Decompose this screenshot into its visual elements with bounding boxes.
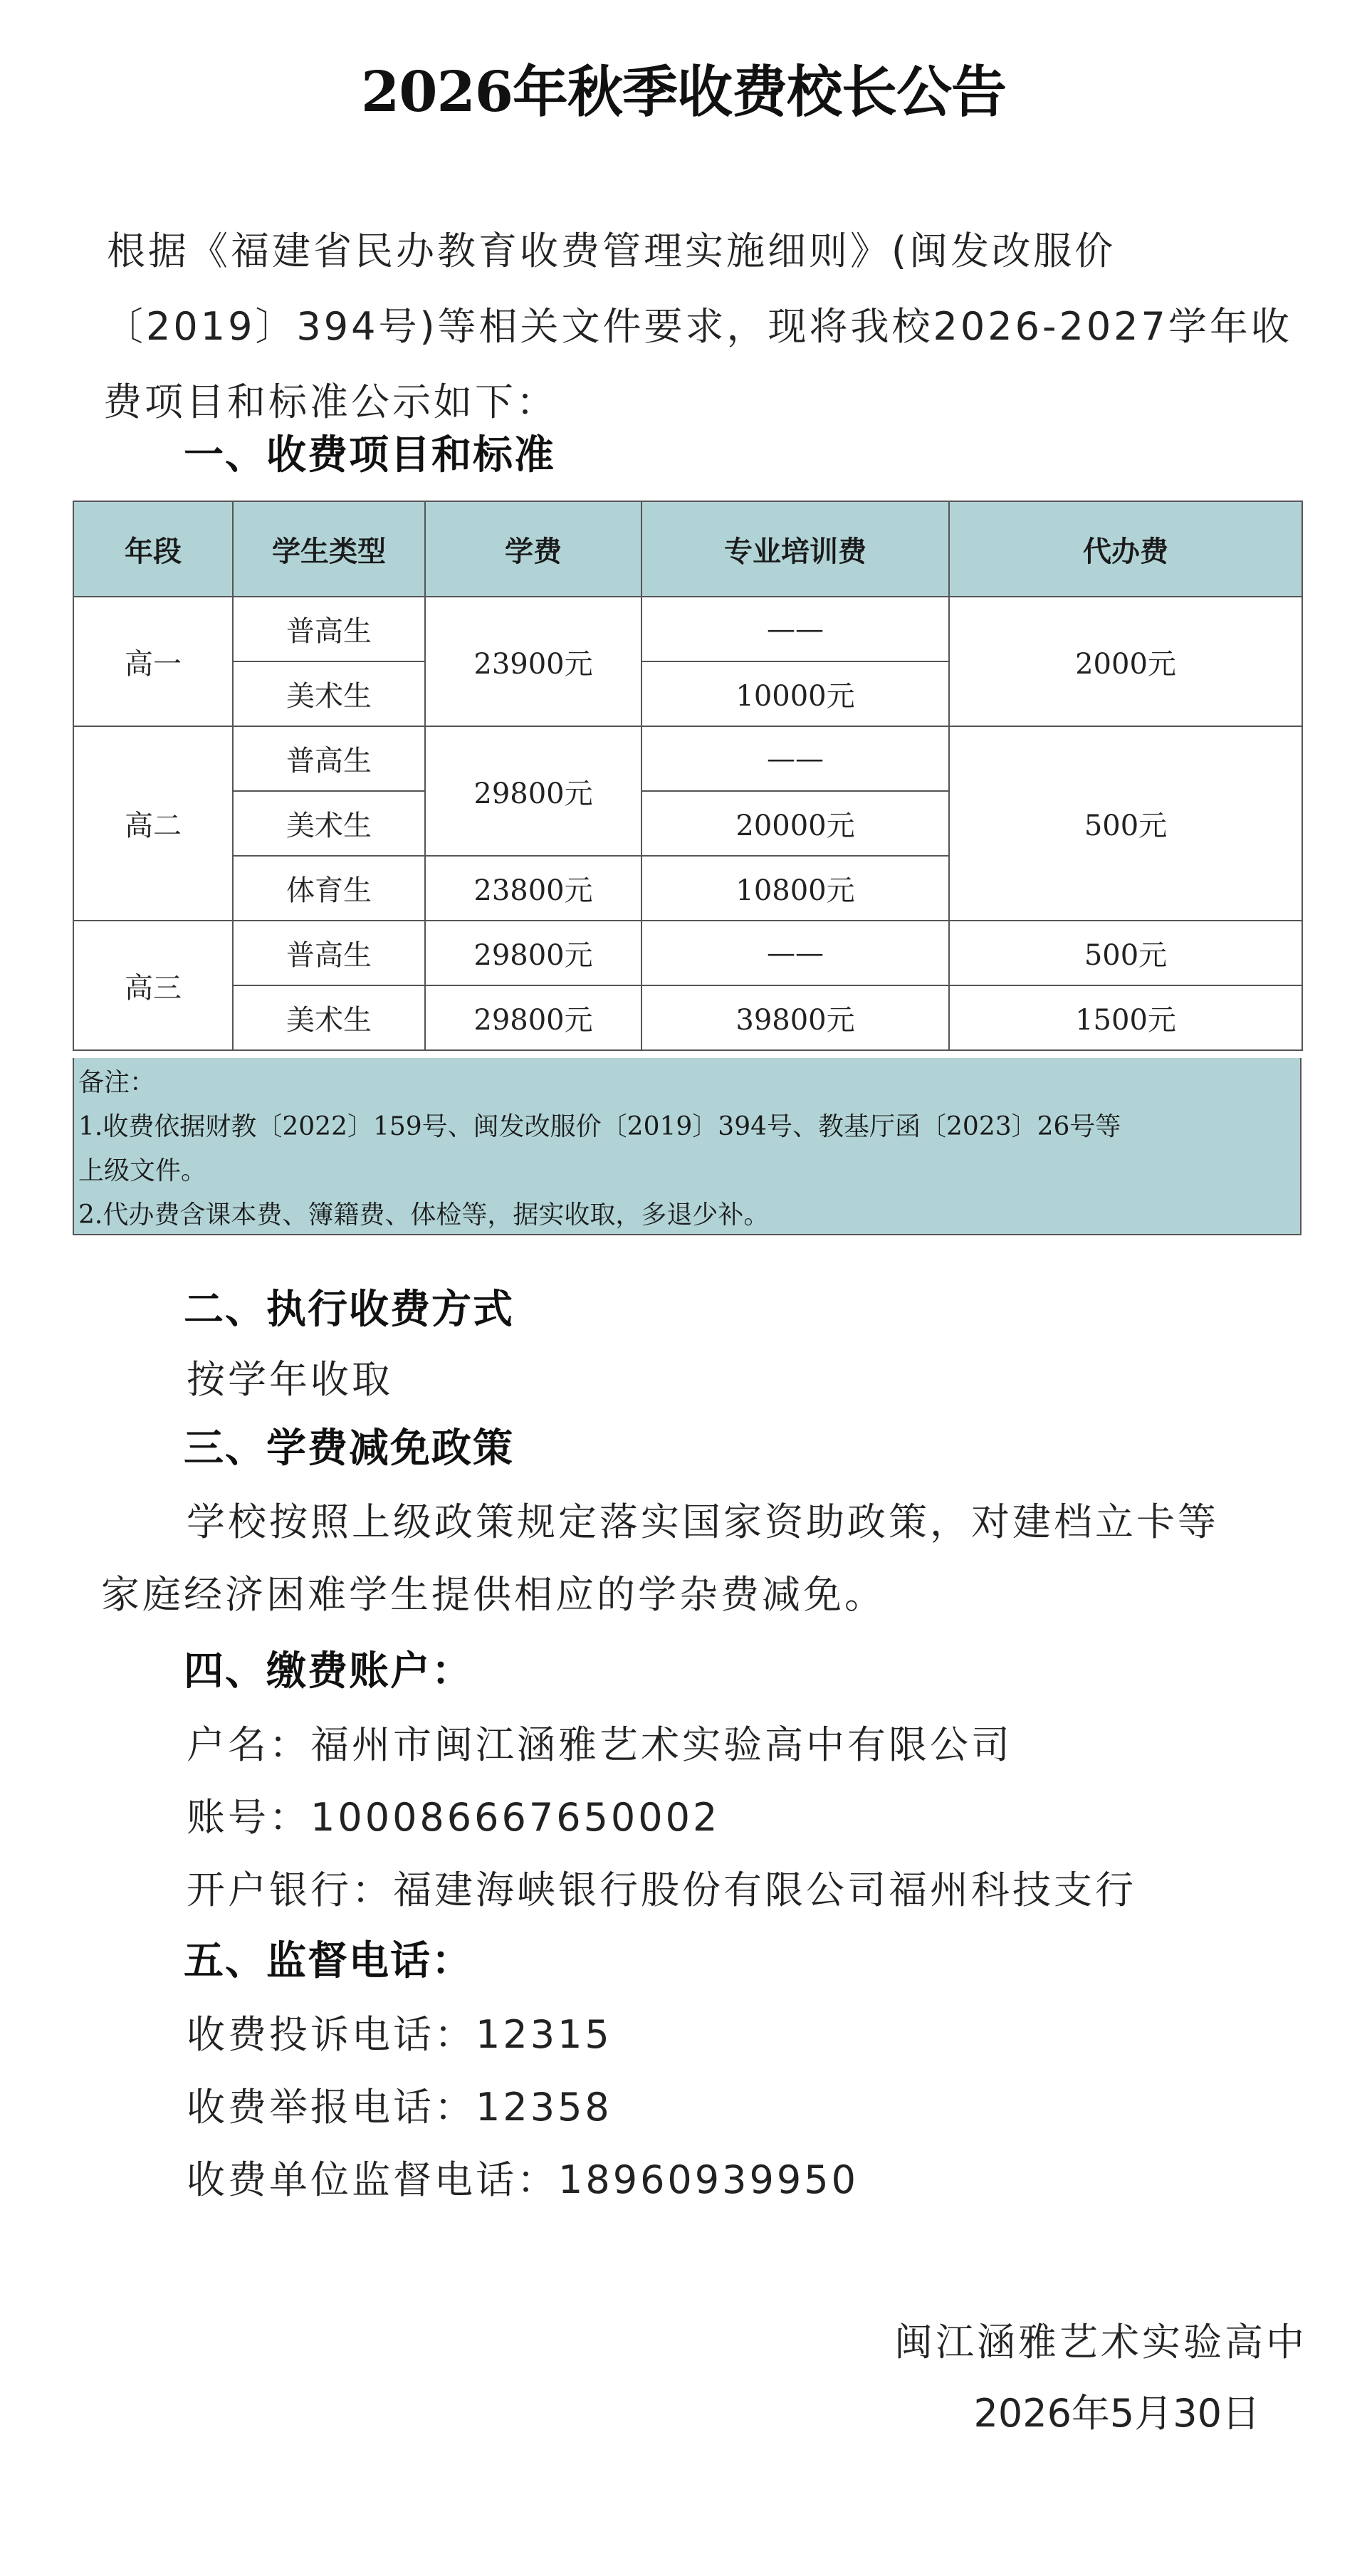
header-training-fee: 专业培训费 bbox=[641, 501, 949, 597]
table-row bbox=[73, 726, 1302, 791]
training-fee-cell: —— bbox=[641, 921, 949, 985]
tuition-cell: 29800元 bbox=[425, 726, 641, 856]
student-type-cell: 美术生 bbox=[233, 661, 425, 726]
report-phone: 收费举报电话：12358 bbox=[187, 2085, 612, 2130]
training-fee-cell: 10000元 bbox=[641, 661, 949, 726]
section-3-line-2: 家庭经济困难学生提供相应的学杂费减免。 bbox=[101, 1572, 886, 1617]
notes-line-2: 上级文件。 bbox=[78, 1156, 207, 1185]
student-type-cell: 普高生 bbox=[233, 921, 425, 985]
training-fee-cell: —— bbox=[641, 597, 949, 661]
agency-fee-cell: 2000元 bbox=[949, 597, 1302, 726]
section-3-line-1: 学校按照上级政策规定落实国家资助政策，对建档立卡等 bbox=[187, 1499, 1219, 1544]
student-type-cell: 体育生 bbox=[233, 856, 425, 921]
intro-line-2: 〔2019〕394号)等相关文件要求，现将我校2026-2027学年收 bbox=[105, 304, 1292, 349]
notes-label: 备注： bbox=[78, 1068, 156, 1097]
student-type-cell: 普高生 bbox=[233, 597, 425, 661]
section-2-heading: 二、执行收费方式 bbox=[184, 1287, 514, 1333]
supervision-phone: 收费单位监督电话：18960939950 bbox=[187, 2157, 859, 2202]
agency-fee-cell: 500元 bbox=[949, 921, 1302, 985]
grade-cell: 高三 bbox=[73, 921, 233, 1050]
training-fee-cell: 39800元 bbox=[641, 985, 949, 1050]
table-header-row bbox=[73, 501, 1302, 597]
section-5-heading: 五、监督电话： bbox=[184, 1938, 473, 1984]
training-fee-cell: —— bbox=[641, 726, 949, 791]
account-number: 账号：100086667650002 bbox=[187, 1795, 721, 1840]
section-3-heading: 三、学费减免政策 bbox=[184, 1425, 514, 1472]
agency-fee-cell: 500元 bbox=[949, 726, 1302, 921]
student-type-cell: 普高生 bbox=[233, 726, 425, 791]
grade-cell: 高二 bbox=[73, 726, 233, 921]
signature-school: 闽江涵雅艺术实验高中 bbox=[894, 2320, 1307, 2365]
signature-date: 2026年5月30日 bbox=[973, 2391, 1260, 2436]
header-student-type: 学生类型 bbox=[233, 501, 425, 597]
intro-line-1: 根据《福建省民办教育收费管理实施细则》(闽发改服价 bbox=[107, 229, 1116, 273]
table-row bbox=[73, 921, 1302, 985]
header-agency-fee: 代办费 bbox=[949, 501, 1302, 597]
section-1-heading: 一、收费项目和标准 bbox=[184, 432, 555, 478]
account-name: 户名：福州市闽江涵雅艺术实验高中有限公司 bbox=[187, 1722, 1012, 1767]
section-2-text: 按学年收取 bbox=[187, 1357, 393, 1402]
section-4-heading: 四、缴费账户： bbox=[184, 1648, 473, 1695]
tuition-cell: 29800元 bbox=[425, 985, 641, 1050]
training-fee-cell: 10800元 bbox=[641, 856, 949, 921]
fee-table-container bbox=[73, 501, 1301, 1235]
training-fee-cell: 20000元 bbox=[641, 791, 949, 856]
notes-line-3: 2.代办费含课本费、簿籍费、体检等，据实收取，多退少补。 bbox=[78, 1200, 770, 1230]
bank-name: 开户银行：福建海峡银行股份有限公司福州科技支行 bbox=[187, 1868, 1136, 1912]
grade-cell: 高一 bbox=[73, 597, 233, 726]
student-type-cell: 美术生 bbox=[233, 985, 425, 1050]
complaint-phone: 收费投诉电话：12315 bbox=[187, 2012, 612, 2057]
tuition-cell: 23800元 bbox=[425, 856, 641, 921]
notes-line-1: 1.收费依据财教〔2022〕159号、闽发改服价〔2019〕394号、教基厅函〔2023〕26号等 bbox=[78, 1112, 1121, 1141]
tuition-cell: 23900元 bbox=[425, 597, 641, 726]
student-type-cell: 美术生 bbox=[233, 791, 425, 856]
table-row bbox=[73, 597, 1302, 661]
notice-title: 2026年秋季收费校长公告 bbox=[360, 60, 1007, 125]
intro-line-3: 费项目和标准公示如下： bbox=[103, 379, 557, 424]
table-row bbox=[73, 985, 1302, 1050]
tuition-cell: 29800元 bbox=[425, 921, 641, 985]
agency-fee-cell: 1500元 bbox=[949, 985, 1302, 1050]
header-grade: 年段 bbox=[73, 501, 233, 597]
intro-paragraph bbox=[103, 214, 1310, 440]
table-notes bbox=[73, 1058, 1301, 1235]
fee-table bbox=[73, 501, 1303, 1051]
header-tuition: 学费 bbox=[425, 501, 641, 597]
